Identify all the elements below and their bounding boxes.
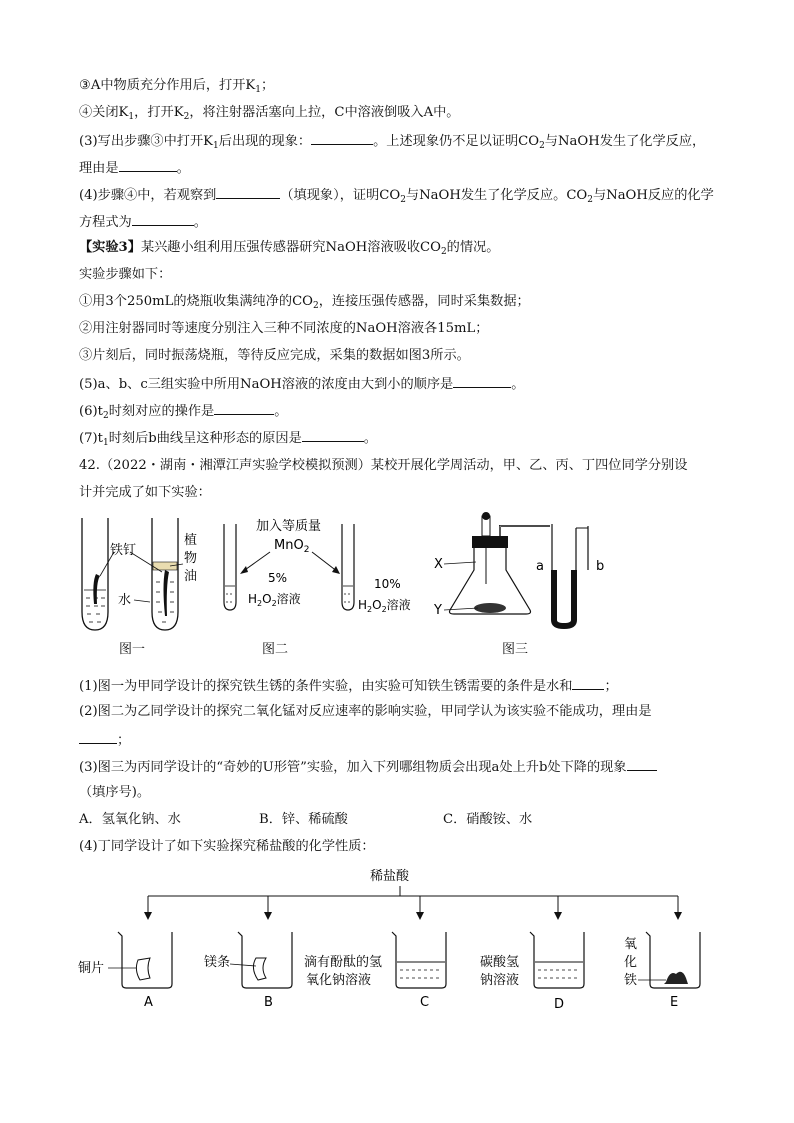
option-a[interactable]: A．氢氧化钠、水 bbox=[79, 812, 181, 827]
beaker-d-label-2: 钠溶液 bbox=[480, 973, 520, 988]
answer-blank[interactable] bbox=[627, 757, 657, 771]
label-y: Y bbox=[434, 603, 442, 618]
test-tube-5pct bbox=[224, 524, 236, 610]
answer-blank[interactable] bbox=[119, 158, 177, 172]
oil-label-1: 植 bbox=[184, 533, 198, 548]
figure-2-caption: 图二 bbox=[262, 642, 289, 657]
answer-blank[interactable] bbox=[311, 131, 373, 145]
beaker-d bbox=[530, 932, 584, 988]
answer-blank[interactable] bbox=[572, 676, 604, 690]
beaker-e-label-3: 铁 bbox=[624, 973, 638, 988]
beaker-d-letter: D bbox=[554, 997, 565, 1012]
label-x: X bbox=[434, 557, 443, 572]
beaker-d-label-1: 碳酸氢 bbox=[480, 955, 520, 970]
figure-4-beakers bbox=[70, 860, 730, 1020]
question-2-answer-line: ； bbox=[79, 730, 130, 750]
arrow-right-icon bbox=[332, 566, 340, 574]
question-3-line: (3)写出步骤③中打开$K_1$后出现的现象： 。上述现象仍不足以证明$CO_2$与NaOH发生了化学反应， bbox=[79, 131, 705, 155]
mno2-label: MnO$_2$ bbox=[274, 538, 310, 555]
beaker-a bbox=[118, 932, 172, 988]
question-3-fill-hint: （填序号)。 bbox=[79, 785, 151, 800]
iron-nail-left bbox=[93, 574, 100, 604]
step-3-line: ③A中物质充分作用后，打开$K_1$； bbox=[79, 78, 275, 95]
rubber-stopper bbox=[472, 536, 508, 548]
beaker-e-letter: E bbox=[670, 995, 679, 1010]
figure-1-caption: 图一 bbox=[119, 642, 146, 657]
copper-sheet bbox=[136, 958, 150, 980]
figure-3-u-tube bbox=[430, 510, 620, 630]
answer-blank[interactable] bbox=[216, 185, 280, 199]
water-label: 水 bbox=[118, 593, 132, 608]
figure-2-mno2-experiment bbox=[212, 516, 432, 616]
beaker-b-letter: B bbox=[264, 995, 273, 1010]
options-line bbox=[79, 811, 533, 829]
question-6-line: $(6)t_2$时刻对应的操作是 。 bbox=[79, 401, 287, 425]
beaker-c-label-1: 滴有酚酞的氢 bbox=[304, 955, 383, 970]
beaker-a-letter: A bbox=[144, 995, 153, 1010]
test-tube-10pct bbox=[342, 524, 354, 610]
pct10-label: 10% bbox=[374, 577, 401, 591]
answer-blank[interactable] bbox=[79, 730, 117, 744]
h2o2-10-label: $H_2O_2$溶液 bbox=[358, 598, 411, 614]
question-3-reason-line: 理由是 。 bbox=[79, 158, 190, 178]
step-4-line: ④关闭$K_1$，打开$K_2$，将注射器活塞向上拉，C中溶液倒吸入A中。 bbox=[79, 105, 460, 122]
question-4-acid-line: (4)丁同学设计了如下实验探究稀盐酸的化学性质： bbox=[79, 839, 375, 854]
beaker-b-label: 镁条 bbox=[204, 955, 231, 970]
answer-blank[interactable] bbox=[453, 374, 511, 388]
answer-blank[interactable] bbox=[302, 428, 364, 442]
step-2-line: ②用注射器同时等速度分别注入三种不同浓度的NaOH溶液各15mL； bbox=[79, 321, 489, 336]
figure-3-caption: 图三 bbox=[502, 642, 529, 657]
option-b[interactable]: B．锌、稀硫酸 bbox=[259, 812, 348, 827]
question-2-line: (2)图二为乙同学设计的探究二氧化锰对反应速率的影响实验，甲同学认为该实验不能成功，理由是 bbox=[79, 704, 652, 719]
label-b: b bbox=[596, 559, 605, 574]
h2o2-5-label: $H_2O_2$溶液 bbox=[248, 592, 301, 608]
arrow-down-icon bbox=[554, 912, 562, 920]
beaker-e-label-2: 化 bbox=[624, 955, 638, 970]
iron-nail-right bbox=[164, 570, 170, 616]
question-4-line: (4)步骤④中，若观察到 （填现象），证明$CO_2$与NaOH发生了化学反应。$CO_2$与NaOH反应的化学 bbox=[79, 185, 714, 209]
arrow-left-icon bbox=[240, 566, 248, 574]
question-3-u-tube-line: (3)图三为丙同学设计的“奇妙的U形管”实验，加入下列哪组物质会出现a处上升b处下降的现象 bbox=[79, 757, 657, 777]
steps-intro: 实验步骤如下： bbox=[79, 267, 172, 282]
oil-label-3: 油 bbox=[184, 569, 198, 584]
magnesium-ribbon bbox=[253, 958, 266, 980]
nail-label: 铁钉 bbox=[110, 543, 137, 558]
arrow-down-icon bbox=[674, 912, 682, 920]
beaker-c bbox=[392, 932, 446, 988]
beaker-e-label-1: 氧 bbox=[624, 937, 638, 952]
arrow-down-icon bbox=[416, 912, 424, 920]
iron-oxide-powder bbox=[664, 972, 688, 984]
solid-y bbox=[474, 603, 506, 613]
answer-blank[interactable] bbox=[132, 212, 194, 226]
add-label: 加入等质量 bbox=[256, 519, 322, 534]
oil-label-2: 物 bbox=[184, 551, 198, 566]
question-5-line: (5)a、b、c三组实验中所用NaOH溶液的浓度由大到小的顺序是 。 bbox=[79, 374, 524, 394]
beaker-c-label-2: 氧化钠溶液 bbox=[306, 973, 372, 988]
question-7-line: $(7)t_1$时刻后b曲线呈这种形态的原因是 。 bbox=[79, 428, 377, 452]
step-3b-line: ③片刻后，同时振荡烧瓶，等待反应完成，采集的数据如图3所示。 bbox=[79, 348, 470, 363]
answer-blank[interactable] bbox=[214, 401, 274, 415]
pct5-label: 5% bbox=[268, 571, 288, 585]
step-1-line: ①用3个250mL的烧瓶收集满纯净的$CO_2$，连接压强传感器，同时采集数据； bbox=[79, 294, 530, 311]
arrow-down-icon bbox=[144, 912, 152, 920]
problem-42-line-2: 计并完成了如下实验： bbox=[79, 485, 211, 500]
problem-42-line: 42.（2022・湖南・湘潭江声实验学校模拟预测）某校开展化学周活动，甲、乙、丙、丁四位同学分别设 bbox=[79, 458, 688, 473]
question-1-line: (1)图一为甲同学设计的探究铁生锈的条件实验，由实验可知铁生锈需要的条件是水和 ； bbox=[79, 676, 618, 696]
beaker-a-label: 铜片 bbox=[78, 961, 105, 976]
experiment-3-heading: 【实验3】某兴趣小组利用压强传感器研究NaOH溶液吸收$CO_2$的情况。 bbox=[79, 240, 500, 257]
test-tube-left bbox=[82, 518, 108, 630]
question-4-equation-line: 方程式为 。 bbox=[79, 212, 207, 232]
label-a: a bbox=[536, 559, 544, 574]
beaker-c-letter: C bbox=[420, 995, 430, 1010]
acid-label: 稀盐酸 bbox=[370, 869, 410, 884]
option-c[interactable]: C．硝酸铵、水 bbox=[443, 812, 533, 827]
arrow-down-icon bbox=[264, 912, 272, 920]
